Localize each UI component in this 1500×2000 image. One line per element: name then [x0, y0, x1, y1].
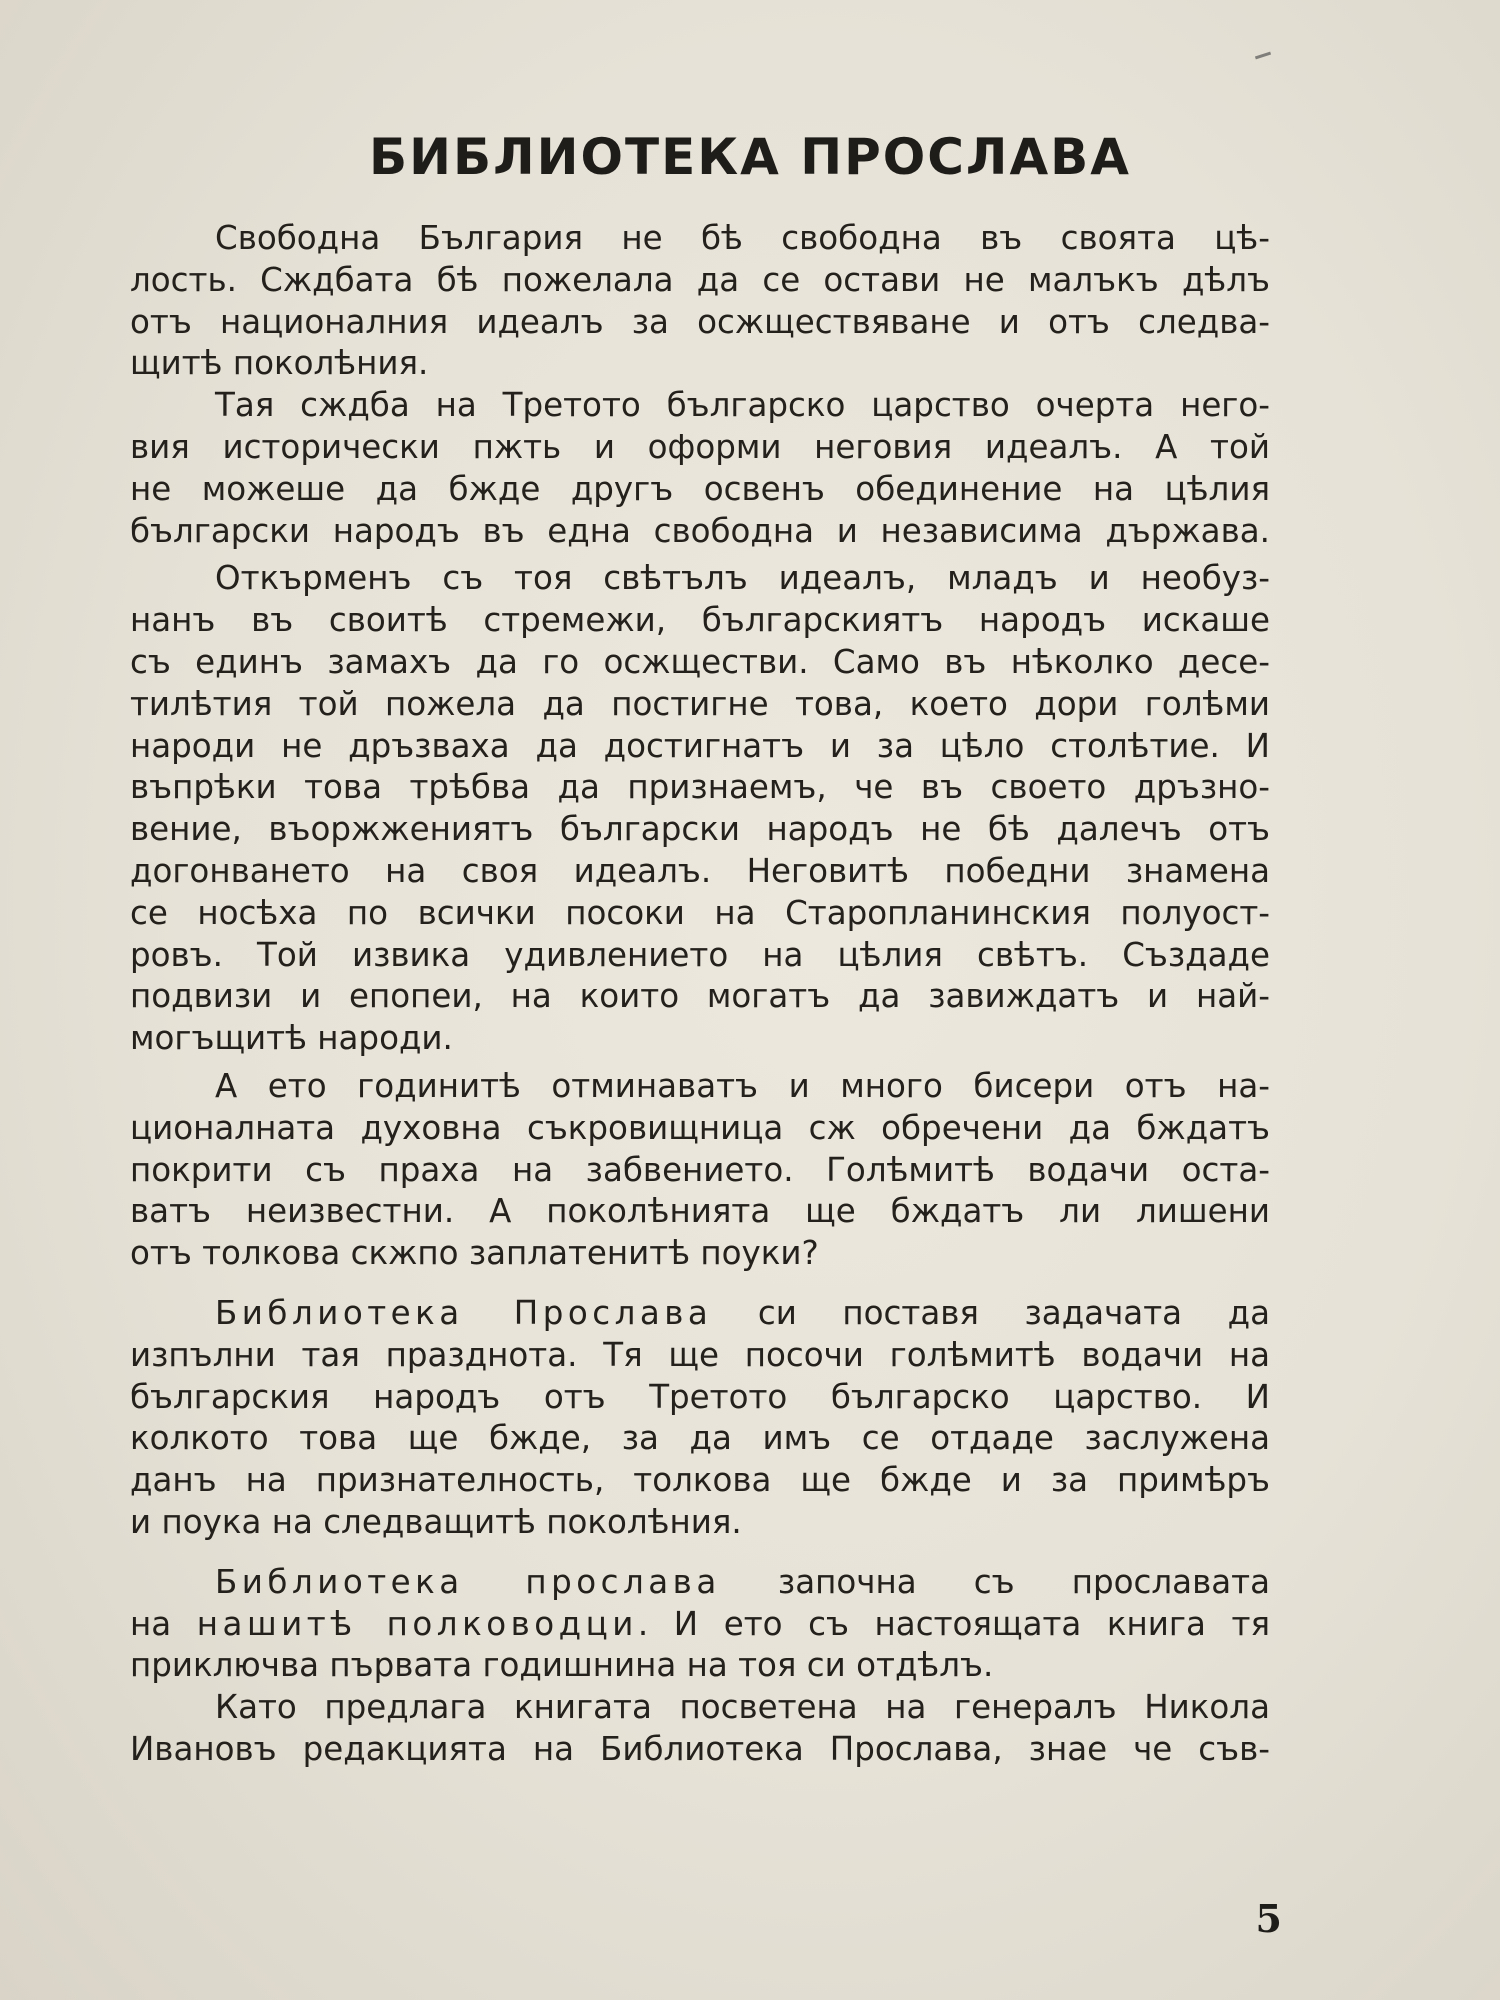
text-line: ровъ. Той извика удивлението на цѣлия свѣтъ. Създаде: [130, 935, 1270, 974]
text-line: изпълни тая празднота. Тя ще посочи голѣмитѣ водачи на: [130, 1335, 1270, 1374]
page-number: 5: [1255, 1896, 1282, 1941]
text-line: [130, 1562, 1270, 1604]
text-line: съ единъ замахъ да го осжществи. Само въ нѣколко десе-: [130, 642, 1270, 681]
text-line: български народъ въ една свободна и независима държава.: [130, 511, 1270, 550]
text-line: вение, въоржжениятъ български народъ не бѣ далечъ отъ: [130, 810, 1270, 849]
text-line: не можеше да бжде другъ освенъ обединение на цѣлия: [130, 469, 1270, 508]
paragraph-2: [130, 385, 1270, 552]
paragraph-5: [130, 1293, 1270, 1544]
paragraph-1: [130, 218, 1270, 385]
text-line: Като предлага книгата посветена на генералъ Никола: [215, 1688, 1270, 1727]
text-line: Ивановъ редакцията на Библиотека Прослава, знае че съв-: [130, 1729, 1270, 1768]
text-line: българския народъ отъ Третото българско царство. И: [130, 1377, 1270, 1416]
text-line: тилѣтия той пожела да постигне това, което дори голѣми: [130, 684, 1270, 723]
text-segment: си поставя задачата да: [712, 1293, 1270, 1332]
ink-mark: [1255, 52, 1271, 60]
text-line: народи не дръзваха да достигнатъ и за цѣло столѣтие. И: [130, 726, 1270, 765]
paragraph-4: [130, 1066, 1270, 1275]
text-line: [130, 1293, 1270, 1335]
text-line: ционалната духовна съкровищница сж обречени да бждатъ: [130, 1108, 1270, 1147]
text-line: отъ толкова скжпо заплатенитѣ поуки?: [130, 1234, 819, 1273]
text-line: Тая сждба на Третото българско царство очерта него-: [215, 386, 1270, 425]
text-line: лость. Сждбата бѣ пожелала да се остави не малъкъ дѣлъ: [130, 260, 1270, 299]
text-segment: започна съ прославата: [720, 1562, 1270, 1601]
text-line: отъ националния идеалъ за осжществяване и отъ следва-: [130, 302, 1270, 341]
text-line: подвизи и епопеи, на които могатъ да завиждатъ и най-: [130, 977, 1270, 1016]
text-line: вия исторически пжть и оформи неговия идеалъ. А той: [130, 427, 1270, 466]
text-line: данъ на признателность, толкова ще бжде и за примѣръ: [130, 1461, 1270, 1500]
library-name-spaced: Библиотека прослава: [215, 1562, 721, 1601]
paragraph-6: [130, 1562, 1270, 1687]
commanders-spaced: нашитѣ полководци: [196, 1604, 638, 1643]
text-line: щитѣ поколѣния.: [130, 344, 429, 383]
text-line: приключва първата годишнина на тоя си отдѣлъ.: [130, 1646, 994, 1685]
text-line: ватъ неизвестни. А поколѣнията ще бждатъ ли лишени: [130, 1192, 1270, 1231]
text-line: се носѣха по всички посоки на Старопланинския полуост-: [130, 893, 1270, 932]
paragraph-7: [130, 1687, 1270, 1771]
text-segment: . И ето съ настоящата книга тя: [637, 1604, 1271, 1643]
text-line: въпрѣки това трѣбва да признаемъ, че въ своето дръзно-: [130, 768, 1270, 807]
text-segment: на: [130, 1604, 197, 1643]
body-text: [130, 218, 1270, 1771]
text-line: могъщитѣ народи.: [130, 1019, 453, 1058]
text-line: нанъ въ своитѣ стремежи, българскиятъ народъ искаше: [130, 601, 1270, 640]
text-line: Свободна България не бѣ свободна въ своята цѣ-: [215, 219, 1270, 257]
text-line: покрити съ праха на забвението. Голѣмитѣ водачи оста-: [130, 1150, 1270, 1189]
paragraph-3: [130, 558, 1270, 1060]
library-name-spaced: Библиотека Прослава: [215, 1293, 713, 1332]
text-line: [130, 1604, 1270, 1646]
text-line: догонването на своя идеалъ. Неговитѣ победни знамена: [130, 851, 1270, 890]
text-line: колкото това ще бжде, за да имъ се отдаде заслужена: [130, 1419, 1270, 1458]
text-line: Откърменъ съ тоя свѣтълъ идеалъ, младъ и необуз-: [215, 559, 1270, 598]
text-line: и поука на следващитѣ поколѣния.: [130, 1502, 742, 1541]
text-line: А ето годинитѣ отминаватъ и много бисери отъ на-: [215, 1066, 1270, 1105]
page-title: БИБЛИОТЕКА ПРОСЛАВА: [369, 128, 1131, 186]
